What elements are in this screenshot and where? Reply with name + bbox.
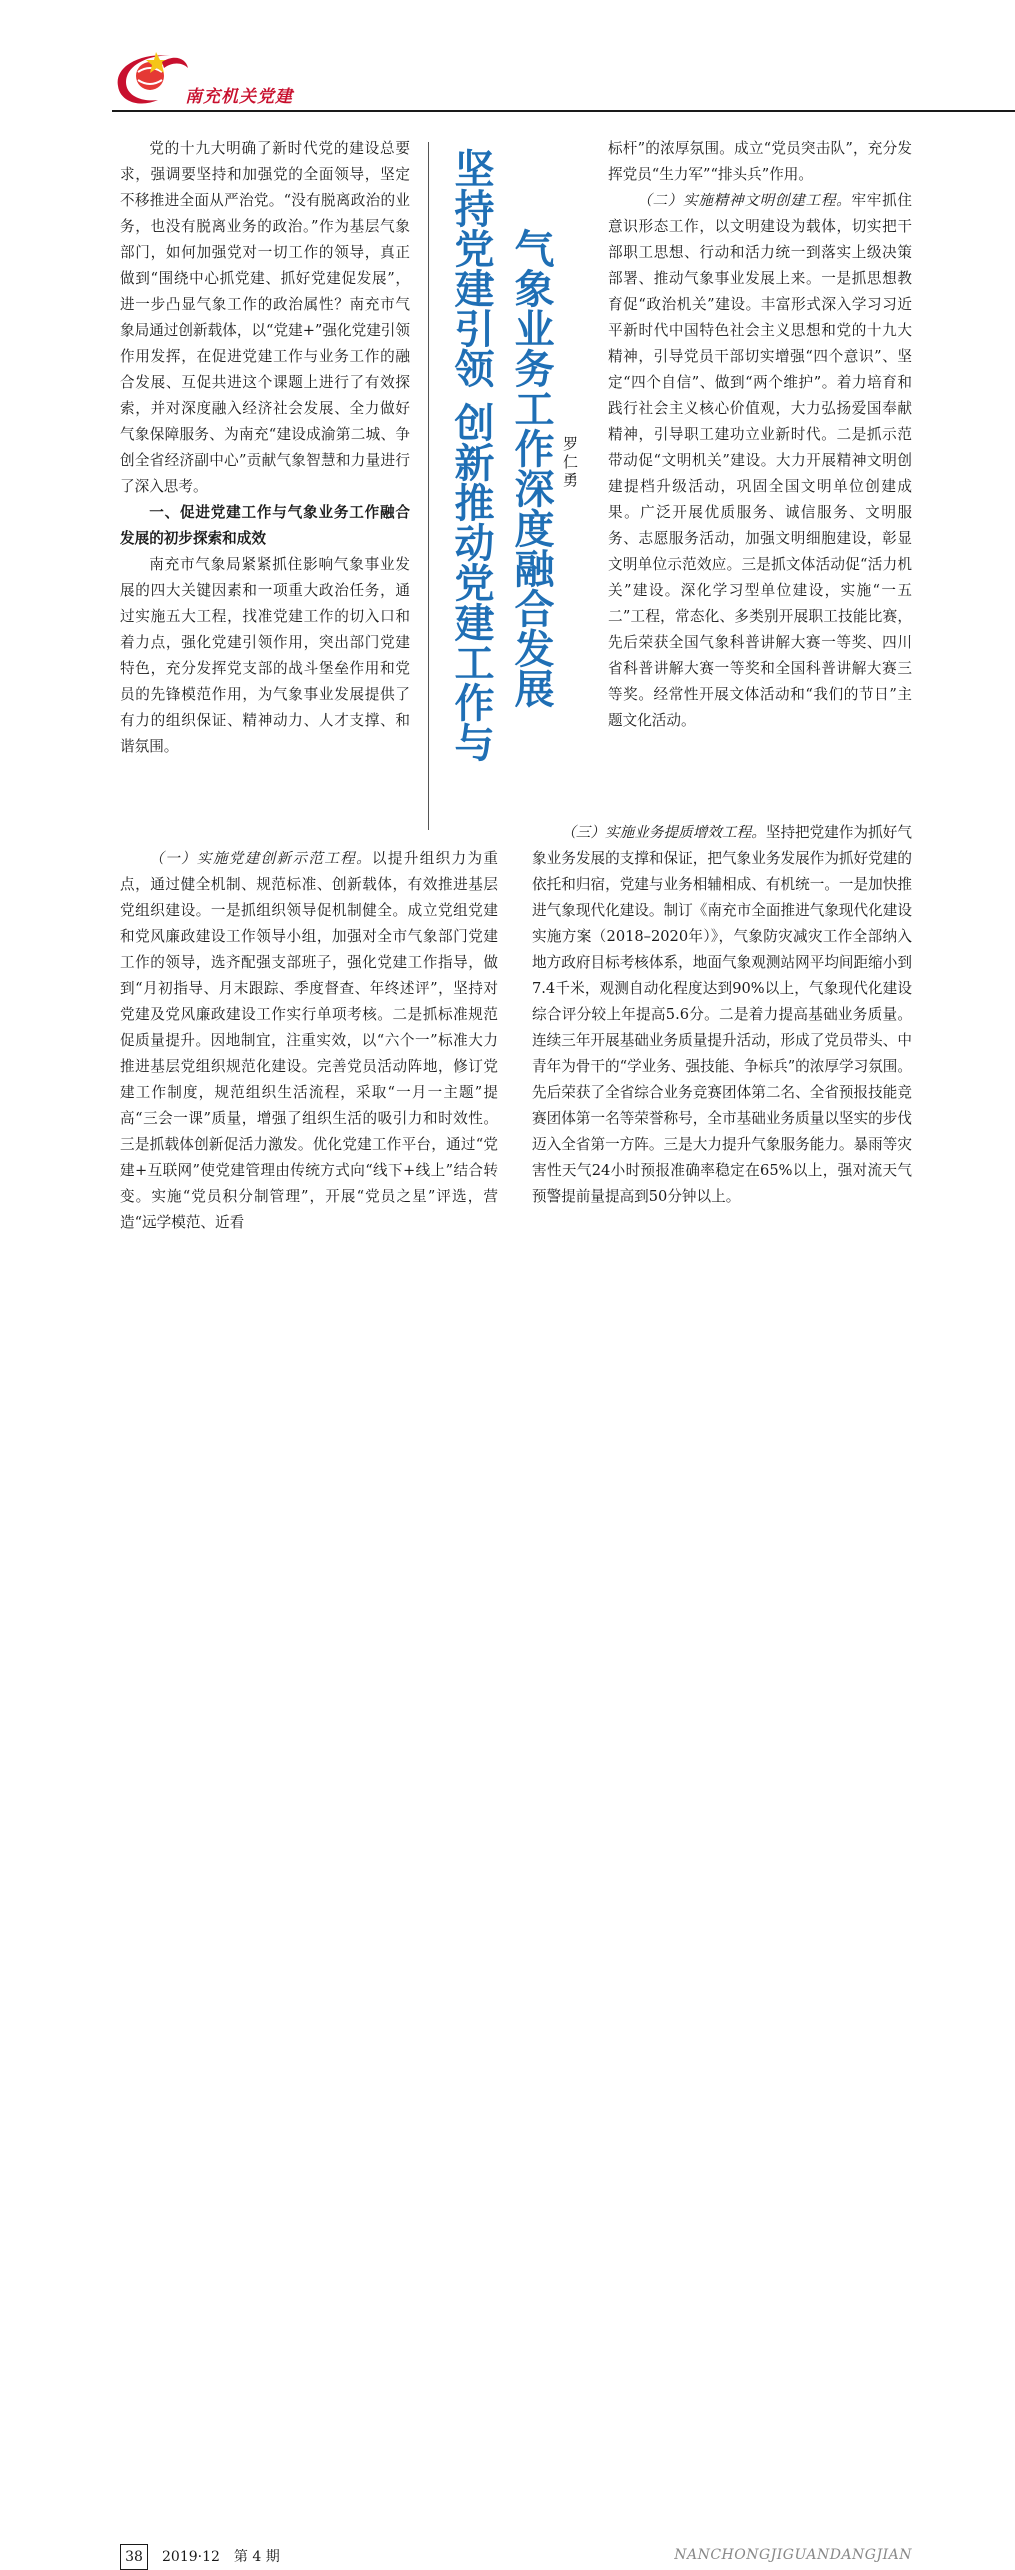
sub3-paragraph: [532, 820, 912, 1210]
sub2-text: 牢牢抓住意识形态工作，以文明建设为载体，切实把干部职工思想、行动和活力统一到落实上级决策部署、推动气象事业发展上来。一是抓思想教育促“政治机关”建设。丰富形式深入学习习近平新时代中国特色社会主义思想和党的十九大精神，引导党员干部切实增强“四个意识”、坚定“四个自信”、做到“两个维护”。着力培育和践行社会主义核心价值观，大力弘扬爱国奉献精神，引导职工建功立业新时代。二是抓示范带动促“文明机关”建设。大力开展精神文明创建提档升级活动，巩固全国文明单位创建成果。广泛开展优质服务、诚信服务、文明服务、志愿服务活动，加强文明细胞建设，彰显文明单位示范效应。三是抓文体活动促“活力机关”建设。深化学习型单位建设，实施“一五二”工程，常态化、多类别开展职工技能比赛，先后荣获全国气象科普讲解大赛一等奖、四川省科普讲解大赛一等奖和全国科普讲解大赛三等奖。经常性开展文体活动和“我们的节日”主题文化活动。: [608, 192, 912, 729]
article-title-line1: 坚持党建引领 创新推动党建工作与: [448, 148, 494, 762]
sub2-paragraph: [608, 188, 912, 734]
article-column-left: [120, 136, 410, 760]
right-continuation: 标杆”的浓厚氛围。成立“党员突击队”，充分发挥党员“生力军”“排头兵”作用。: [608, 140, 912, 183]
article-column-bottom-right: [532, 820, 912, 1210]
sub3-label: （三）实施业务提质增效工程。: [561, 824, 766, 841]
article-title-line2: 气象业务工作深度融合发展: [508, 228, 554, 708]
article-column-bottom-left: [120, 846, 498, 1236]
running-title: NANCHONGJIGUANDANGJIAN: [674, 2547, 912, 2563]
sub1-label: （一）实施党建创新示范工程。: [149, 850, 372, 867]
section1-paragraph: 南充市气象局紧紧抓住影响气象事业发展的四大关键因素和一项重大政治任务，通过实施五大工程，找准党建工作的切入口和着力点，强化党建引领作用，突出部门党建特色，充分发挥党支部的战斗堡垒作用和党员的先锋模范作用，为气象事业发展提供了有力的组织保证、精神动力、人才支撑、和谐氛围。: [120, 556, 410, 755]
page-header: [0, 0, 1015, 120]
intro-paragraph: 党的十九大明确了新时代党的建设总要求，强调要坚持和加强党的全面领导，坚定不移推进全面从严治党。“没有脱离政治的业务，也没有脱离业务的政治。”作为基层气象部门，如何加强党对一切工作的领导，真正做到“围绕中心抓党建、抓好党建促发展”，进一步凸显气象工作的政治属性？南充市气象局通过创新载体，以“党建+”强化党建引领作用发挥，在促进党建工作与业务工作的融合发展、互促共进这个课题上进行了有效探索，并对深度融入经济社会发展、全力做好气象保障服务、为南充“建设成渝第二城、争创全省经济副中心”贡献气象智慧和力量进行了深入思考。: [120, 140, 410, 495]
article-author: 罗仁勇: [561, 436, 579, 490]
section1-heading: 一、促进党建工作与气象业务工作融合发展的初步探索和成效: [120, 504, 410, 547]
sub1-paragraph: [120, 846, 498, 1236]
page-footer: [0, 1270, 1015, 2565]
sub2-label: （二）实施精神文明创建工程。: [637, 192, 852, 209]
article-column-right: [608, 136, 912, 734]
issue-label: 2019·12 第 4 期: [162, 2549, 280, 2565]
header-rule: [112, 110, 1015, 112]
party-logo-icon: [112, 46, 190, 108]
brand-title: 南充机关党建: [185, 87, 293, 107]
sub3-text: 坚持把党建作为抓好气象业务发展的支撑和保证，把气象业务发展作为抓好党建的依托和归宿，党建与业务相辅相成、有机统一。一是加快推进气象现代化建设。制订《南充市全面推进气象现代化建设实施方案（2018–2020年）》，气象防灾减灾工作全部纳入地方政府目标考核体系，地面气象观测站网平均间距缩小到7.4千米，观测自动化程度达到90%以上，气象现代化建设综合评分较上年提高5.6分。二是着力提高基础业务质量。连续三年开展基础业务质量提升活动，形成了党员带头、中青年为骨干的“学业务、强技能、争标兵”的浓厚学习氛围。先后荣获了全省综合业务竞赛团体第二名、全省预报技能竞赛团体第一名等荣誉称号，全市基础业务质量以坚实的步伐迈入全省第一方阵。三是大力提升气象服务能力。暴雨等灾害性天气24小时预报准确率稳定在65%以上，强对流天气预警提前量提高到50分钟以上。: [532, 824, 912, 1205]
column-divider: [428, 142, 429, 830]
page-number: 38: [120, 2544, 148, 2570]
sub1-text: 以提升组织力为重点，通过健全机制、规范标准、创新载体，有效推进基层党组织建设。一是抓组织领导促机制健全。成立党组党建和党风廉政建设工作领导小组，加强对全市气象部门党建工作的领导，选齐配强支部班子，强化党建工作指导，做到“月初指导、月末跟踪、季度督查、年终述评”，坚持对党建及党风廉政建设工作实行单项考核。二是抓标准规范促质量提升。因地制宜，注重实效，以“六个一”标准大力推进基层党组织规范化建设。完善党员活动阵地，修订党建工作制度，规范组织生活流程，采取“一月一主题”提高“三会一课”质量，增强了组织生活的吸引力和时效性。三是抓载体创新促活力激发。优化党建工作平台，通过“党建+互联网”使党建管理由传统方式向“线下+线上”结合转变。实施“党员积分制管理”，开展“党员之星”评选，营造“远学模范、近看: [120, 850, 498, 1231]
